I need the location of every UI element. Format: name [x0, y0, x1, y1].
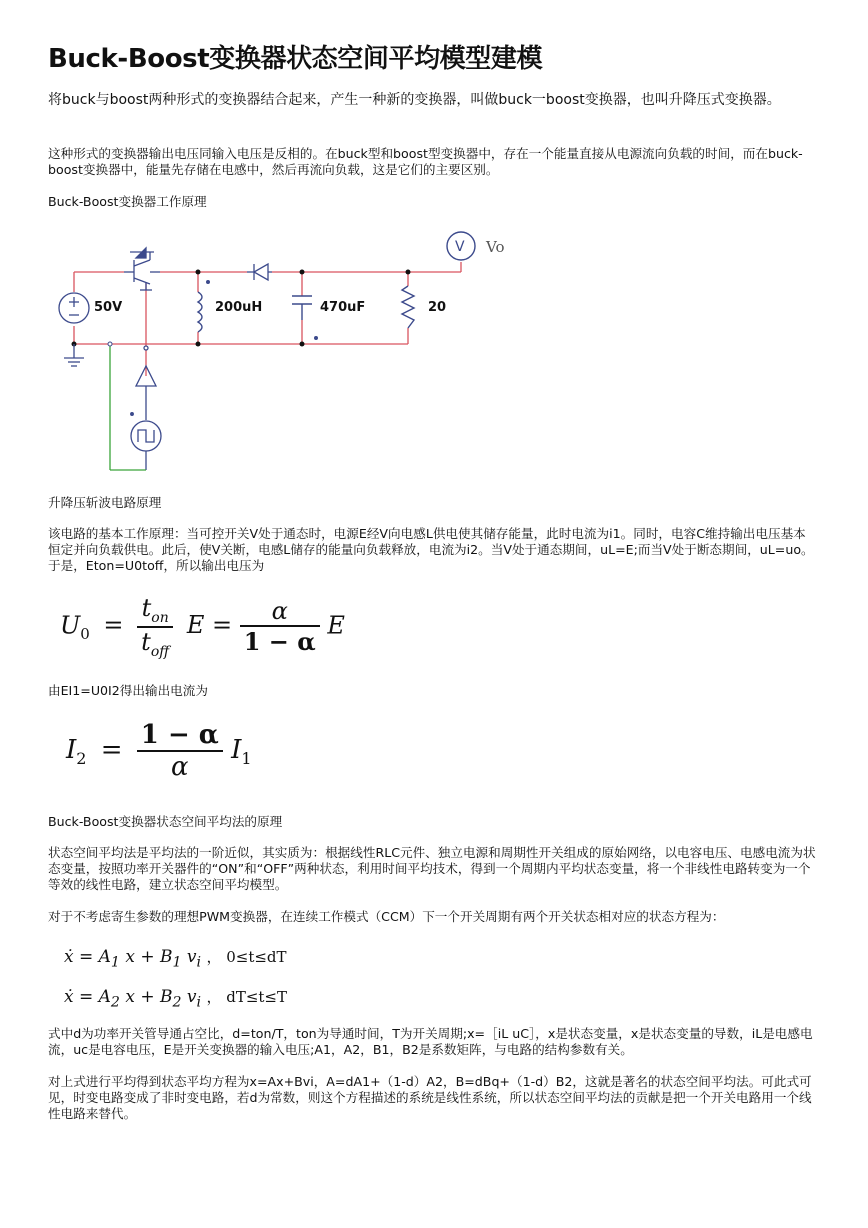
averaging-paragraph: 状态空间平均法是平均法的一阶近似，其实质为：根据线性RLC元件、独立电源和周期性开关组成的原始网络，以电容电压、电感电流为状态变量，按照功率开关器件的“ON”和“OFF”两种状态，利用时间平均技术，得到一个周期内平均状态变量，将一个非线性电路转变为一个等效的线性电路，建立状态空间平均模型。 [48, 845, 816, 892]
inductor-label: 200uH [215, 300, 263, 315]
page-title: Buck-Boost变换器状态空间平均模型建模 [48, 44, 543, 74]
state1-v: v [186, 947, 197, 967]
voltmeter-label: Vo [486, 238, 505, 256]
state-equation-1 [64, 946, 287, 970]
resistor-label: 20 [428, 300, 447, 315]
state2-sub2: 2 [172, 994, 182, 1011]
current-intro: 由EI1=U0I2得出输出电流为 [48, 683, 208, 698]
state2-condition: ， dT≤t≤T [206, 988, 287, 1006]
i2-lhs: I [66, 735, 77, 765]
gate-return-wire [110, 344, 146, 470]
dc-source-icon [59, 293, 89, 323]
i2-num: 1 − α [137, 720, 223, 752]
u0-tail: E [327, 611, 345, 640]
capacitor-label: 470uF [320, 300, 366, 315]
polarity-paragraph: 这种形式的变换器输出电压同输入电压是反相的。在buck型和boost型变换器中，存在一个能量直接从电源流向负载的时间，而在buck-boost变换器中，能量先存储在电感中，然后再流向负载，这是它们的主要区别。 [48, 146, 803, 177]
u0-lhs-sub: 0 [80, 625, 90, 644]
u0-mid: E = [186, 611, 233, 640]
state2-lhs: ẋ = A [64, 987, 111, 1007]
state1-mid: x + B [125, 947, 173, 967]
state1-lhs: ẋ = A [64, 947, 111, 967]
symbols-paragraph: 式中d为功率开关管导通占空比，d=ton/T，ton为导通时间，T为开关周期;x=［iL uC］，x是状态变量，x是状态变量的导数，iL是电感电流，uc是电容电压，E是开关变换器的输入电压;A1，A2，B1，B2是系数矩阵，与电路的结构参数有关。 [48, 1026, 813, 1057]
diode-icon [247, 264, 272, 280]
capacitor-icon [292, 296, 317, 339]
igbt-switch-icon [124, 248, 160, 290]
inductor-icon [198, 281, 209, 332]
state2-mid: x + B [125, 987, 173, 1007]
state1-vsub: i [196, 954, 202, 971]
i2-tail: I [231, 735, 242, 765]
alpha-fraction [240, 597, 320, 656]
source-label: 50V [94, 300, 123, 315]
ton-toff-fraction [137, 594, 173, 660]
output-voltage-formula: $U_0$ = $\frac{t_{on}}{t_{off}}$ E = $\frac{\alpha}{1 - \alpha}$ E [60, 594, 345, 660]
gate-return-node [108, 342, 112, 346]
pwm-paragraph: 对于不考虑寄生参数的理想PWM变换器，在连续工作模式（CCM）下一个开关周期有两个开关状态相对应的状态方程为： [48, 909, 725, 924]
u0-den1: t [141, 627, 151, 656]
state1-sub1: 1 [110, 954, 120, 971]
averaging-heading: Buck-Boost变换器状态空间平均法的原理 [48, 814, 283, 829]
intro-paragraph: 将buck与boost两种形式的变换器结合起来，产生一种新的变换器，叫做buck一boost变换器，也叫升降压式变换器。 [48, 92, 781, 108]
state2-v: v [186, 987, 197, 1007]
u0-num2: α [271, 597, 288, 626]
ground-icon [64, 344, 84, 366]
buck-boost-circuit-diagram [50, 224, 530, 474]
circuit-caption: 升降压斩波电路原理 [48, 495, 162, 510]
output-current-formula: $I_2$ = $\frac{1 - \alpha}{\alpha}$ $I_1$ [66, 720, 252, 782]
resistor-icon [402, 286, 414, 328]
state2-vsub: i [196, 994, 202, 1011]
u0-num1: t [141, 594, 152, 622]
voltmeter-symbol: V [455, 239, 465, 255]
u0-den1-sub: off [150, 643, 170, 660]
state1-sub2: 1 [172, 954, 182, 971]
state-equation-2 [64, 986, 287, 1010]
i2-lhs-sub: 2 [76, 749, 87, 769]
i2-tail-sub: 1 [241, 749, 252, 769]
u0-den2: 1 − α [243, 627, 316, 657]
state1-condition: ， 0≤t≤dT [206, 948, 287, 966]
u0-num1-sub: on [151, 609, 169, 626]
u0-lhs: U [60, 611, 81, 640]
state2-sub1: 2 [110, 994, 120, 1011]
principle-heading: Buck-Boost变换器工作原理 [48, 194, 207, 209]
i2-den: α [171, 752, 189, 782]
i2-fraction [137, 720, 223, 782]
working-paragraph: 该电路的基本工作原理：当可控开关V处于通态时，电源E经V向电感L供电使其储存能量，此时电流为i1。同时，电容C维持输出电压基本恒定并向负载供电。此后，使V关断，电感L储存的能量向负载释放，电流为i2。当V处于通态期间，uL=E;而当V处于断态期间，uL=uo。于是，Eton=U0toff，所以输出电压为 [48, 526, 814, 573]
conclusion-paragraph: 对上式进行平均得到状态平均方程为x=Ax+Bvi，A=dA1+（1-d）A2，B=dBq+（1-d）B2，这就是著名的状态空间平均法。可此式可见，时变电路变成了非时变电路，若d为常数，则这个方程描述的系统是线性系统，所以状态空间平均法的贡献是把一个开关电路用一个线性电路来替代。 [48, 1074, 812, 1121]
